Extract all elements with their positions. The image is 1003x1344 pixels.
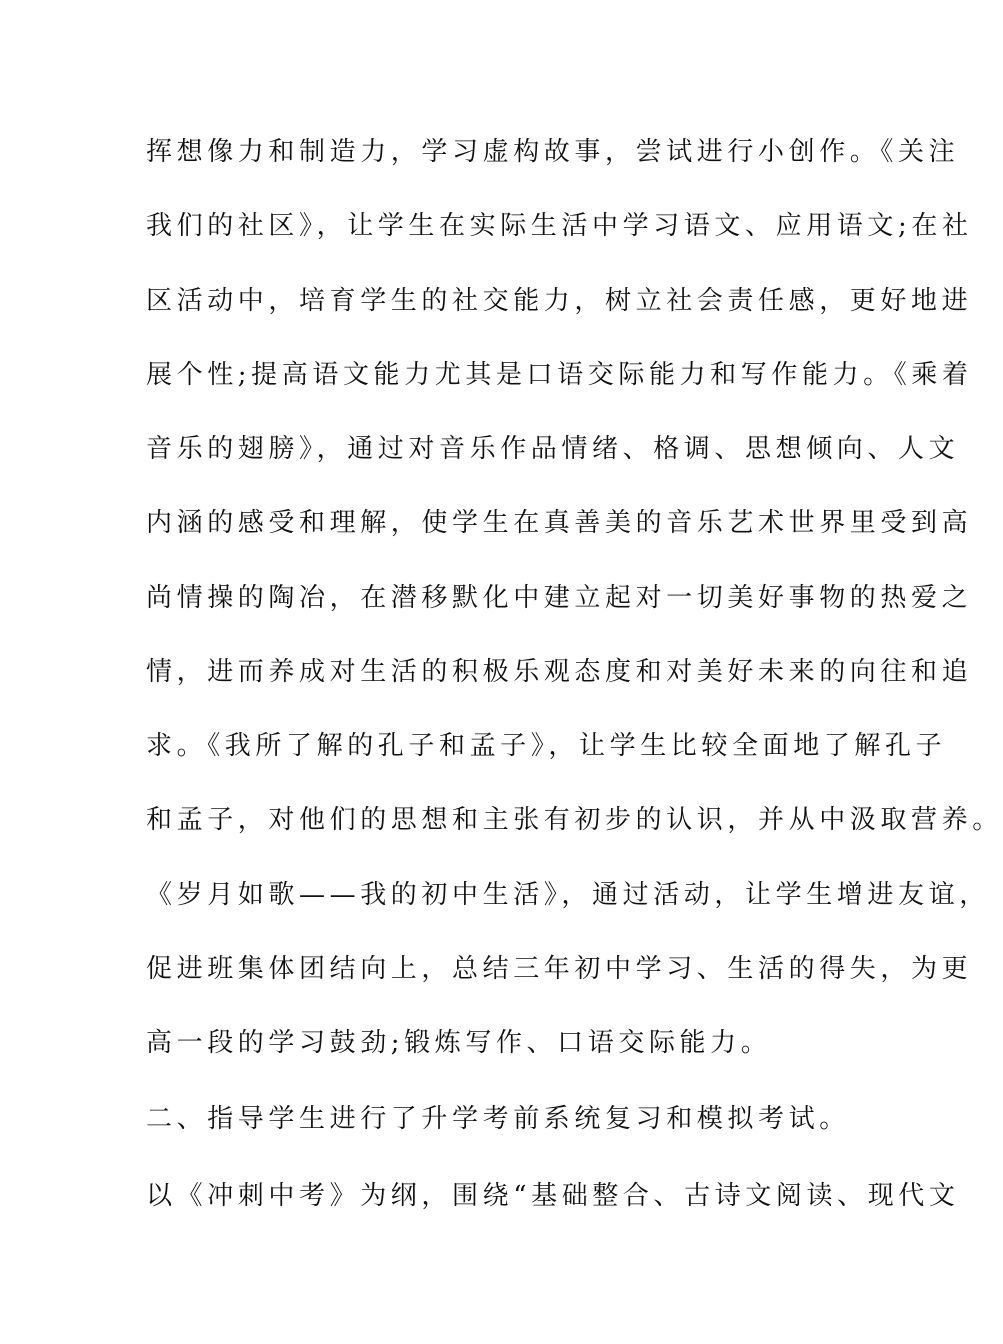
paragraph-line: 展个性;提高语文能力尤其是口语交际能力和写作能力。《乘着 xyxy=(146,360,973,390)
paragraph-line: 高一段的学习鼓劲;锻炼写作、口语交际能力。 xyxy=(146,1028,772,1058)
paragraph-line: 《岁月如歌——我的初中生活》，通过活动，让学生增进友谊， xyxy=(146,880,990,910)
paragraph-line: 挥想像力和制造力，学习虚构故事，尝试进行小创作。《关注 xyxy=(146,137,960,167)
paragraph-line: 我们的社区》，让学生在实际生活中学习语文、应用语文;在社 xyxy=(146,211,973,241)
section-heading: 二、指导学生进行了升学考前系统复习和模拟考试。 xyxy=(146,1104,850,1134)
paragraph-line: 尚情操的陶冶，在潜移默化中建立起对一切美好事物的热爱之 xyxy=(146,583,973,613)
paragraph-line: 求。《我所了解的孔子和孟子》，让学生比较全面地了解孔子 xyxy=(146,731,947,761)
paragraph-line: 音乐的翅膀》，通过对音乐作品情绪、格调、思想倾向、人文 xyxy=(146,434,960,464)
paragraph-line: 内涵的感受和理解，使学生在真善美的音乐艺术世界里受到高 xyxy=(146,508,973,538)
paragraph-line: 以《冲刺中考》为纲，围绕“基础整合、古诗文阅读、现代文 xyxy=(146,1181,960,1211)
paragraph-line: 情，进而养成对生活的积极乐观态度和对美好未来的向往和追 xyxy=(146,657,973,687)
paragraph-line: 区活动中，培育学生的社交能力，树立社会责任感，更好地进 xyxy=(146,286,973,316)
paragraph-line: 促进班集体团结向上，总结三年初中学习、生活的得失，为更 xyxy=(146,954,973,984)
paragraph-line: 和孟子，对他们的思想和主张有初步的认识，并从中汲取营养。 xyxy=(146,805,1003,835)
